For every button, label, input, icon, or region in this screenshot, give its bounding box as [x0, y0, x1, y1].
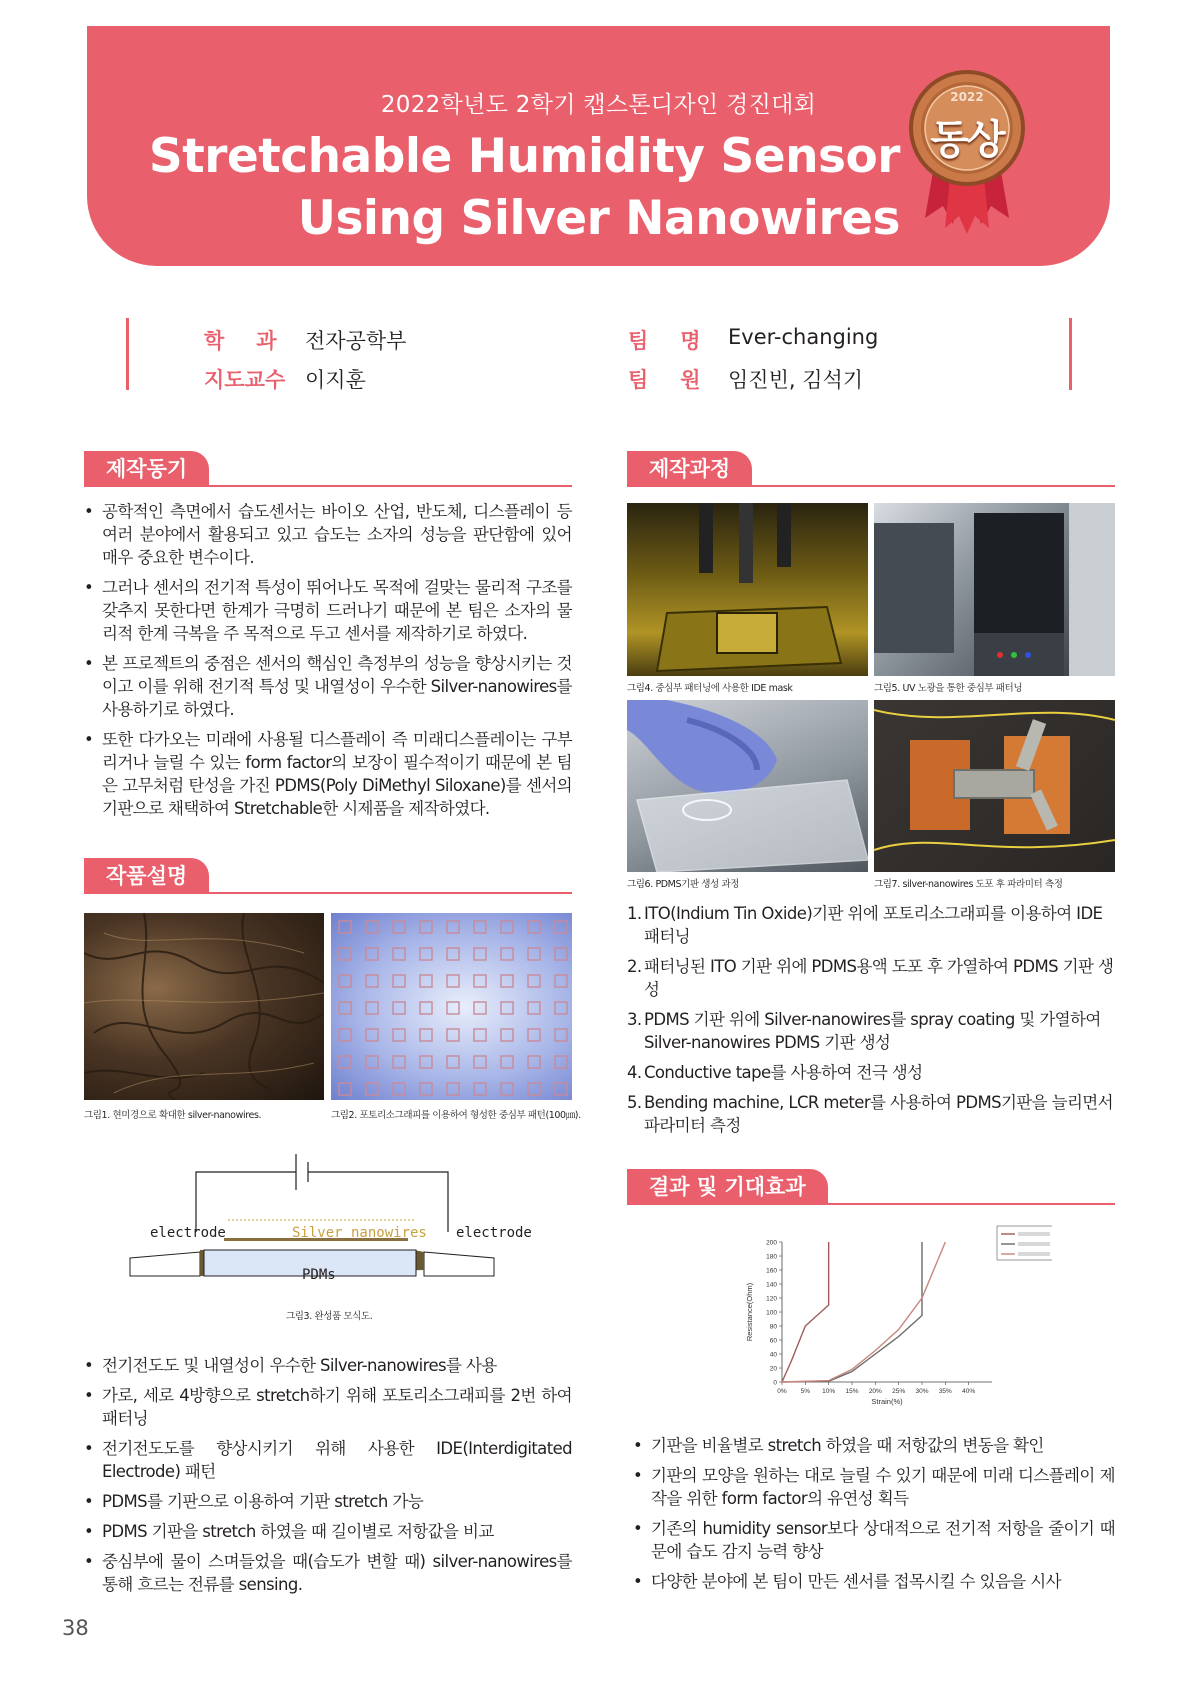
process-heading	[627, 451, 1115, 487]
series-line-2	[782, 1242, 922, 1382]
y-tick-label: 200	[766, 1239, 777, 1247]
process-steps	[627, 902, 1115, 1144]
results-heading-label: 결과 및 기대효과	[627, 1169, 828, 1205]
x-tick-label: 10%	[822, 1388, 836, 1395]
process-step-1: 1. ITO(Indium Tin Oxide)기판 위에 포토리소그래피를 이용하여 IDE 패터닝	[627, 904, 1103, 946]
advisor-label: 지도교수	[204, 368, 286, 392]
nanowires-label: Silver nanowires	[292, 1225, 427, 1241]
electrode-left-label: electrode	[150, 1225, 226, 1241]
fig1-caption: 그림1. 현미경으로 확대한 silver-nanowires.	[84, 1110, 262, 1121]
parameter-measurement-photo	[874, 700, 1115, 872]
y-tick-label: 160	[766, 1267, 777, 1275]
x-tick-label: 20%	[868, 1388, 882, 1395]
process-step-5: 5. Bending machine, LCR meter를 사용하여 PDMS기판을 늘리면서 파라미터 측정	[627, 1093, 1113, 1135]
process-step-4: 4. Conductive tape를 사용하여 전극 생성	[627, 1063, 923, 1082]
team-name-label: 팀명	[628, 329, 733, 353]
description-bullet-2: • 가로, 세로 4방향으로 stretch하기 위해 포토리소그래피를 2번 하여 패터닝	[84, 1384, 572, 1430]
motivation-bullet-3: • 본 프로젝트의 중점은 센서의 핵심인 측정부의 성능을 향상시키는 것이고 이를 위해 전기적 특성 및 내열성이 우수한 Silver-nanowires를 사용하기로 하였다.	[84, 652, 572, 721]
description-bullet-5: • PDMS 기판을 stretch 하였을 때 길이별로 저항값을 비교	[84, 1520, 572, 1543]
motivation-list	[84, 500, 572, 827]
info-right-bar	[1069, 318, 1072, 390]
process-step-3: 3. PDMS 기판 위에 Silver-nanowires를 spray coating 및 가열하여 Silver-nanowires PDMS 기판 생성	[627, 1010, 1101, 1052]
pdms-process-photo	[627, 700, 868, 872]
description-heading	[84, 858, 572, 894]
resistance-chart	[712, 1222, 1052, 1412]
results-list	[633, 1434, 1115, 1600]
results-bullet-3: • 기존의 humidity sensor보다 상대적으로 전기적 저항을 줄이기 때문에 습도 감지 능력 향상	[633, 1517, 1115, 1563]
y-tick-label: 0	[773, 1379, 777, 1387]
y-axis-label: Resistance(Ohm)	[745, 1282, 754, 1342]
motivation-bullet-1: • 공학적인 측면에서 습도센서는 바이오 산업, 반도체, 디스플레이 등 여러 분야에서 활용되고 있고 습도는 소자의 성능을 판단함에 있어 매우 중요한 변수이다.	[84, 500, 572, 569]
legend-text-placeholder-3	[1018, 1252, 1050, 1256]
x-tick-label: 0%	[777, 1388, 787, 1395]
fig7-caption: 그림7. silver-nanowires 도포 후 파라미터 측정	[874, 879, 1063, 890]
y-tick-label: 60	[769, 1337, 777, 1345]
members-label: 팀원	[628, 368, 733, 392]
description-bullet-6: • 중심부에 물이 스며들었을 때(습도가 변할 때) silver-nanowires를 통해 흐르는 전류를 sensing.	[84, 1550, 572, 1596]
process-step-2: 2. 패터닝된 ITO 기판 위에 PDMS용액 도포 후 가열하여 PDMS 기판 생성	[627, 957, 1114, 999]
y-tick-label: 40	[769, 1351, 777, 1359]
advisor-value: 이지훈	[305, 368, 366, 392]
microscope-photo	[84, 913, 324, 1100]
motivation-bullet-4: • 또한 다가오는 미래에 사용될 디스플레이 즉 미래디스플레이는 구부리거나 늘릴 수 있는 form factor의 보장이 필수적이기 때문에 본 팀은 고무처럼 탄성을 가진 PDMS(Poly DiMethyl Siloxane)를 센서의 기판으로 채택하여 Stretchable한 시제품을 제작하였다.	[84, 728, 572, 820]
dept-value: 전자공학부	[305, 329, 407, 353]
results-bullet-2: • 기판의 모양을 원하는 대로 늘릴 수 있기 때문에 미래 디스플레이 제작을 위한 form factor의 유연성 획득	[633, 1464, 1115, 1510]
description-list	[84, 1354, 572, 1603]
pdms-label: PDMs	[302, 1267, 336, 1283]
y-tick-label: 140	[766, 1281, 777, 1289]
project-title	[149, 126, 900, 250]
fig3-caption: 그림3. 완성품 모식도.	[286, 1311, 373, 1322]
x-tick-label: 15%	[845, 1388, 859, 1395]
description-bullet-1: • 전기전도도 및 내열성이 우수한 Silver-nanowires를 사용	[84, 1354, 572, 1377]
team-name-value: Ever-changing	[728, 325, 879, 349]
electrode-right-label: electrode	[456, 1225, 532, 1241]
page-number: 38	[62, 1616, 89, 1640]
members-value: 임진빈, 김석기	[728, 368, 864, 392]
motivation-heading-label: 제작동기	[84, 451, 209, 487]
description-heading-label: 작품설명	[84, 858, 209, 894]
sensor-schematic	[128, 1150, 532, 1322]
legend-text-placeholder-2	[1018, 1242, 1050, 1246]
uv-exposure-photo	[874, 503, 1115, 676]
fig5-caption: 그림5. UV 노광을 통한 중심부 패터닝	[874, 683, 1023, 694]
fig4-caption: 그림4. 중심부 패터닝에 사용한 IDE mask	[627, 683, 793, 694]
y-tick-label: 120	[766, 1295, 777, 1303]
fig6-caption: 그림6. PDMS기판 생성 과정	[627, 879, 740, 890]
y-tick-label: 100	[766, 1309, 777, 1317]
legend-text-placeholder-1	[1018, 1232, 1050, 1236]
x-axis-label: Strain(%)	[871, 1397, 903, 1406]
competition-subtitle: 2022학년도 2학기 캡스톤디자인 경진대회	[380, 92, 817, 118]
pattern-grid-photo	[331, 913, 572, 1100]
x-tick-label: 40%	[962, 1388, 976, 1395]
bronze-medal-icon	[907, 68, 1027, 236]
y-tick-label: 180	[766, 1253, 777, 1261]
x-tick-label: 25%	[892, 1388, 906, 1395]
series-line-1	[782, 1242, 829, 1382]
results-bullet-1: • 기판을 비율별로 stretch 하였을 때 저항값의 변동을 확인	[633, 1434, 1115, 1457]
resistance-chart-svg	[712, 1222, 1052, 1412]
y-tick-label: 20	[769, 1365, 777, 1373]
process-heading-label: 제작과정	[627, 451, 752, 487]
results-bullet-4: • 다양한 분야에 본 팀이 만든 센서를 접목시킬 수 있음을 시사	[633, 1570, 1115, 1593]
x-tick-label: 30%	[915, 1388, 929, 1395]
results-heading	[627, 1169, 1115, 1205]
info-left-bar	[126, 318, 129, 390]
series-line-3	[782, 1242, 945, 1382]
y-tick-label: 80	[769, 1323, 777, 1331]
title-line-1: Stretchable Humidity Sensor	[148, 129, 900, 184]
medal-label: 동상	[930, 117, 1004, 163]
description-bullet-3: • 전기전도도를 향상시키기 위해 사용한 IDE(Interdigitated Electrode) 패턴	[84, 1437, 572, 1483]
ide-mask-photo	[627, 503, 868, 676]
medal-year: 2022	[950, 90, 984, 104]
description-bullet-4: • PDMS를 기판으로 이용하여 기판 stretch 가능	[84, 1490, 572, 1513]
title-line-2: Using Silver Nanowires	[297, 191, 900, 246]
fig2-caption: 그림2. 포토리소그래피를 이용하여 형성한 중심부 패턴(100㎛).	[331, 1110, 581, 1121]
x-tick-label: 35%	[938, 1388, 952, 1395]
x-tick-label: 5%	[800, 1388, 811, 1395]
motivation-bullet-2: • 그러나 센서의 전기적 특성이 뛰어나도 목적에 걸맞는 물리적 구조를 갖추지 못한다면 한계가 극명히 드러나기 때문에 본 팀은 소자의 물리적 한계 극복을 주 목적으로 두고 센서를 제작하기로 하였다.	[84, 576, 572, 645]
dept-label: 학과	[204, 329, 309, 353]
motivation-heading	[84, 451, 572, 487]
